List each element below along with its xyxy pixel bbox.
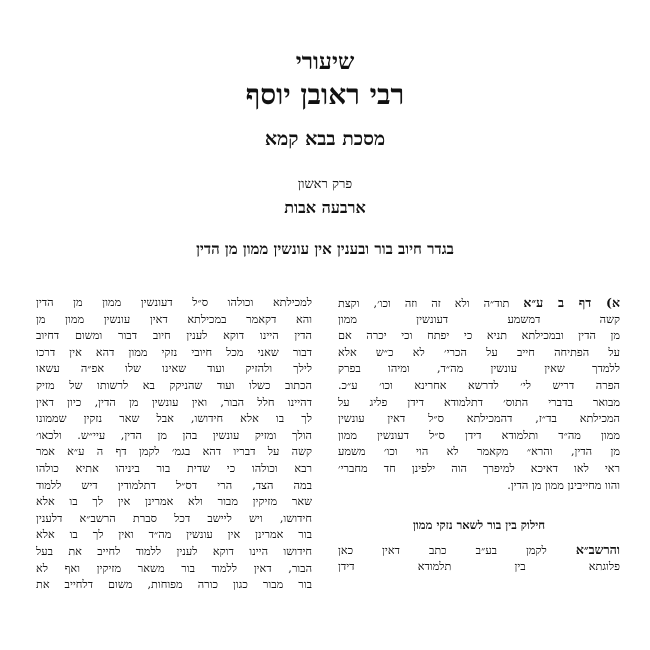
text-line	[338, 542, 620, 559]
text-line: במה הצד, הרי דס״ל דתלמודין דיש ללמוד	[36, 478, 312, 492]
text-line: מן הדין, והרא״ מקאמר לא הוי וכו׳ משמע	[338, 445, 620, 459]
text-line: ממון מה״ד ותלמודא דידן ס״ל דעונשין ממון	[338, 428, 620, 442]
chapter-label: פרק ראשון	[297, 177, 353, 192]
text-line: הדין היינו דוקא לענין חיוב דבור ומשום דחיוב	[36, 329, 312, 343]
text-line: קשה דמשמע דעונשין ממון	[338, 312, 620, 326]
text-line: ראי לאו דאיכא למיפרך הוה ילפינן חד מחברי׳	[338, 461, 620, 475]
text-line: חידושו היינו דוקא לענין ללמוד לחייב את בעל	[36, 544, 312, 558]
text-line: מן הדין ובמכילתא תניא כי יפתח וכי יכרה אם	[338, 329, 620, 343]
text-line: לך בו אלא חידושו, אבל שאר נזקין שממונו	[36, 412, 312, 426]
text-line: קשה על דבריו דהא בגמ׳ לקמן דף ה ע״א אמר	[36, 445, 312, 459]
sub-heading: חילוק בין בור לשאר נזקי ממון	[412, 518, 546, 532]
text-line: הולך ומזיק עונשין בהן מן הדין, עיי״ש. ולכאו׳	[36, 428, 312, 442]
text-line: והא דקאמר במכילתא דאין עונשין ממון מן	[36, 312, 312, 326]
text-line: הכתוב כשלו ועוד שהניקק בא לרשותו של מזיק	[36, 378, 312, 392]
text-line	[338, 295, 620, 312]
text-line: דבור שאני מכל חיובי נזקי ממון דהא אין דרכו	[36, 345, 312, 359]
lead-marker-2: והרשב״א	[575, 542, 620, 557]
text-line: חידושו, ויש ליישב דכל סברת הרשב״א דלענין	[36, 511, 312, 525]
text-line: והוו מחייבינן ממון מן הדין.	[507, 478, 620, 492]
text-line: הבור, דאין ללמוד בור משאר מזיקין ואף לא	[36, 561, 312, 575]
text-line: רבא וכולהו כי שדית בור ביניהו אתיא כולהו	[36, 461, 312, 475]
text-line: לילך ולהזיק ועוד שאינו שלו אפ״ה עשאו	[36, 362, 312, 376]
text-line: שאר מזיקין מבור ולא אמרינן אין לך בו אלא	[36, 495, 312, 509]
right-column	[338, 295, 620, 494]
text-line: פלוגתא בין תלמודא דידן	[338, 559, 620, 573]
line-text: תוד״ה ולא זה וזה וכו׳, וקצת	[338, 297, 510, 310]
chapter-name: ארבעה אבות	[284, 198, 366, 217]
left-column	[36, 295, 312, 594]
line-text: לקמן בע״ב כתב דאין כאן	[338, 544, 547, 557]
text-line: המכילתא בד״ז, דהמכילתא ס״ל דאין עונשין	[338, 412, 620, 426]
lead-marker: א) דף ב ע״א	[523, 295, 620, 310]
text-line: בור מבור כגון כורה מפוחות, משום דלחייב את	[36, 578, 312, 592]
book-title-prefix: שיעורי	[295, 48, 355, 75]
book-title-author: רבי ראובן יוסף	[245, 78, 405, 111]
text-line: הפרה דריש לי׳ לדרשא אחרינא וכו׳ ע״כ.	[338, 378, 620, 392]
right-column-continuation	[338, 542, 620, 575]
tractate-title: מסכת בבא קמא	[264, 128, 386, 150]
section-heading: בגדר חיוב בור ובענין אין עונשין ממון מן הדין	[196, 240, 454, 258]
text-line: מבואר בדברי התוס׳ דתלמודא דידן פליג על	[338, 395, 620, 409]
text-line: דהיינו חלל הבור, ואין עונשין מן הדין, כיון דאין	[36, 395, 312, 409]
text-line: בור אמרינן אין עונשין מה״ד ואין לך בו אלא	[36, 528, 312, 542]
text-line: על הפתיחה חייב על הכרי׳ לא כ״ש אלא	[338, 345, 620, 359]
text-line: ללמדך שאין עונשין מה״ד, ומיהו בפרק	[338, 362, 620, 376]
text-line: למכילתא וכולהו ס״ל דעונשין ממון מן הדין	[36, 296, 312, 309]
